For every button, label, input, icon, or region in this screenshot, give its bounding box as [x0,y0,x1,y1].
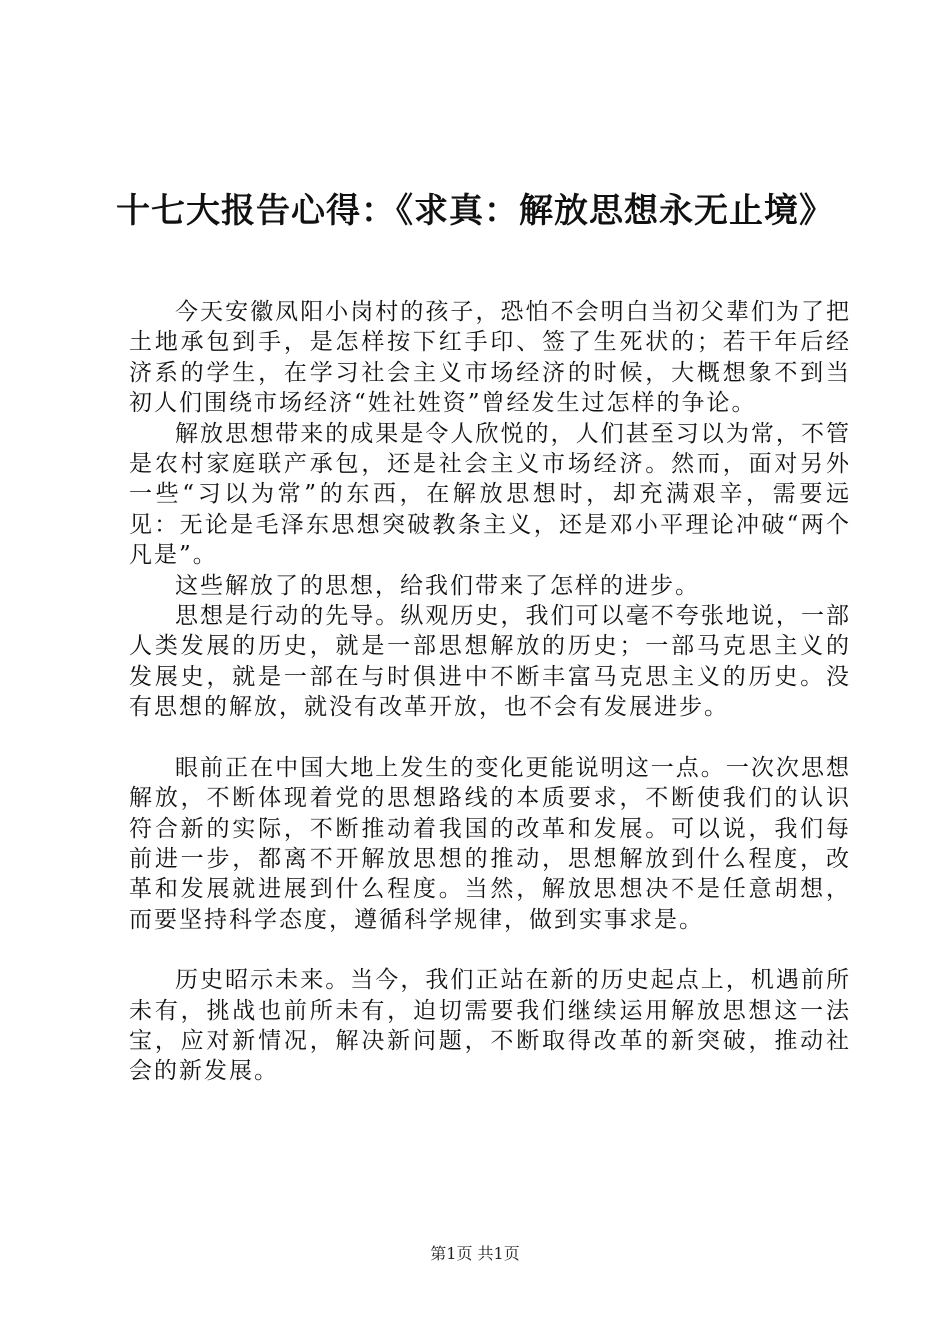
paragraph-4: 思想是行动的先导。纵观历史，我们可以毫不夸张地说，一部人类发展的历史，就是一部思想解放的历史；一部马克思主义的发展史，就是一部在与时俱进中不断丰富马克思主义的历史。没有思想的解放，就没有改革开放，也不会有发展进步。 [129,603,851,721]
page-footer: 第1页 共1页 [430,1244,520,1263]
paragraph-6: 历史昭示未来。当今，我们正站在新的历史起点上，机遇前所未有，挑战也前所未有，迫切需要我们继续运用解放思想这一法宝，应对新情况，解决新问题，不断取得改革的新突破，推动社会的新发展。 [129,967,851,1085]
document-title: 十七大报告心得：《求真：解放思想永无止境》 [116,191,834,231]
paragraph-1: 今天安徽凤阳小岗村的孩子，恐怕不会明白当初父辈们为了把土地承包到手，是怎样按下红手印、签了生死状的；若干年后经济系的学生，在学习社会主义市场经济的时候，大概想象不到当初人们围绕市场经济“姓社姓资”曾经发生过怎样的争论。 [129,299,851,417]
paragraph-2: 解放思想带来的成果是令人欣悦的，人们甚至习以为常，不管是农村家庭联产承包，还是社会主义市场经济。然而，面对另外一些“习以为常”的东西，在解放思想时，却充满艰辛，需要远见：无论是毛泽东思想突破教条主义，还是邓小平理论冲破“两个凡是”。 [129,420,851,569]
document-body [129,297,851,1087]
paragraph-5: 眼前正在中国大地上发生的变化更能说明这一点。一次次思想解放，不断体现着党的思想路线的本质要求，不断使我们的认识符合新的实际，不断推动着我国的改革和发展。可以说，我们每前进一步，都离不开解放思想的推动，思想解放到什么程度，改革和发展就进展到什么程度。当然，解放思想决不是任意胡想，而要坚持科学态度，遵循科学规律，做到实事求是。 [129,754,851,933]
paragraph-3: 这些解放了的思想，给我们带来了怎样的进步。 [175,572,700,599]
